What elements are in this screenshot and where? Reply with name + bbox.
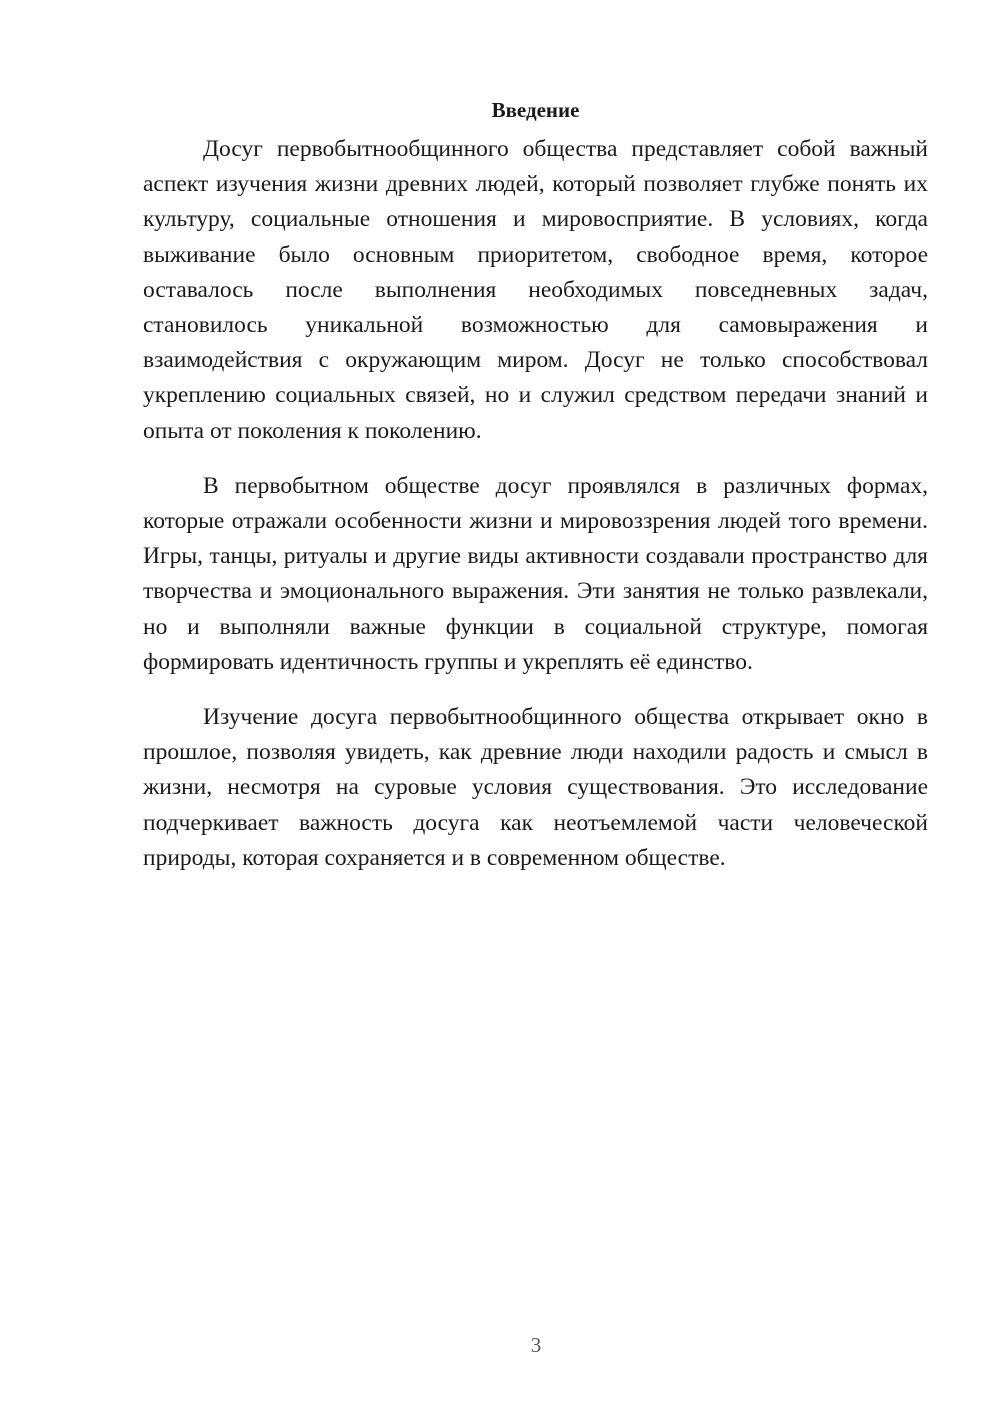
paragraph-1: Досуг первобытнообщинного общества представляет собой важный аспект изучения жизни древних людей, который позволяет глубже понять их культуру, социальные отношения и мировосприятие. В условиях, когда выживание было основным приоритетом, свободное время, которое оставалось после выполнения необходимых повседневных задач, становилось уникальной возможностью для самовыражения и взаимодействия с окружающим миром. Досуг не только способствовал укреплению социальных связей, но и служил средством передачи знаний и опыта от поколения к поколению.: [143, 136, 928, 444]
paragraph-3: Изучение досуга первобытнообщинного общества открывает окно в прошлое, позволяя увидеть, как древние люди находили радость и смысл в жизни, несмотря на суровые условия существования. Это исследование подчеркивает важность досуга как неотъемлемой части человеческой природы, которая сохраняется и в современном обществе.: [143, 704, 928, 871]
page-number: 3: [530, 1333, 542, 1357]
page-content: [143, 92, 928, 896]
section-heading: Введение: [491, 98, 580, 122]
paragraph-2: В первобытном обществе досуг проявлялся в различных формах, которые отражали особенности жизни и мировоззрения людей того времени. Игры, танцы, ритуалы и другие виды активности создавали пространство для творчества и эмоционального выражения. Эти занятия не только развлекали, но и выполняли важные функции в социальной структуре, помогая формировать идентичность группы и укреплять её единство.: [143, 472, 928, 675]
